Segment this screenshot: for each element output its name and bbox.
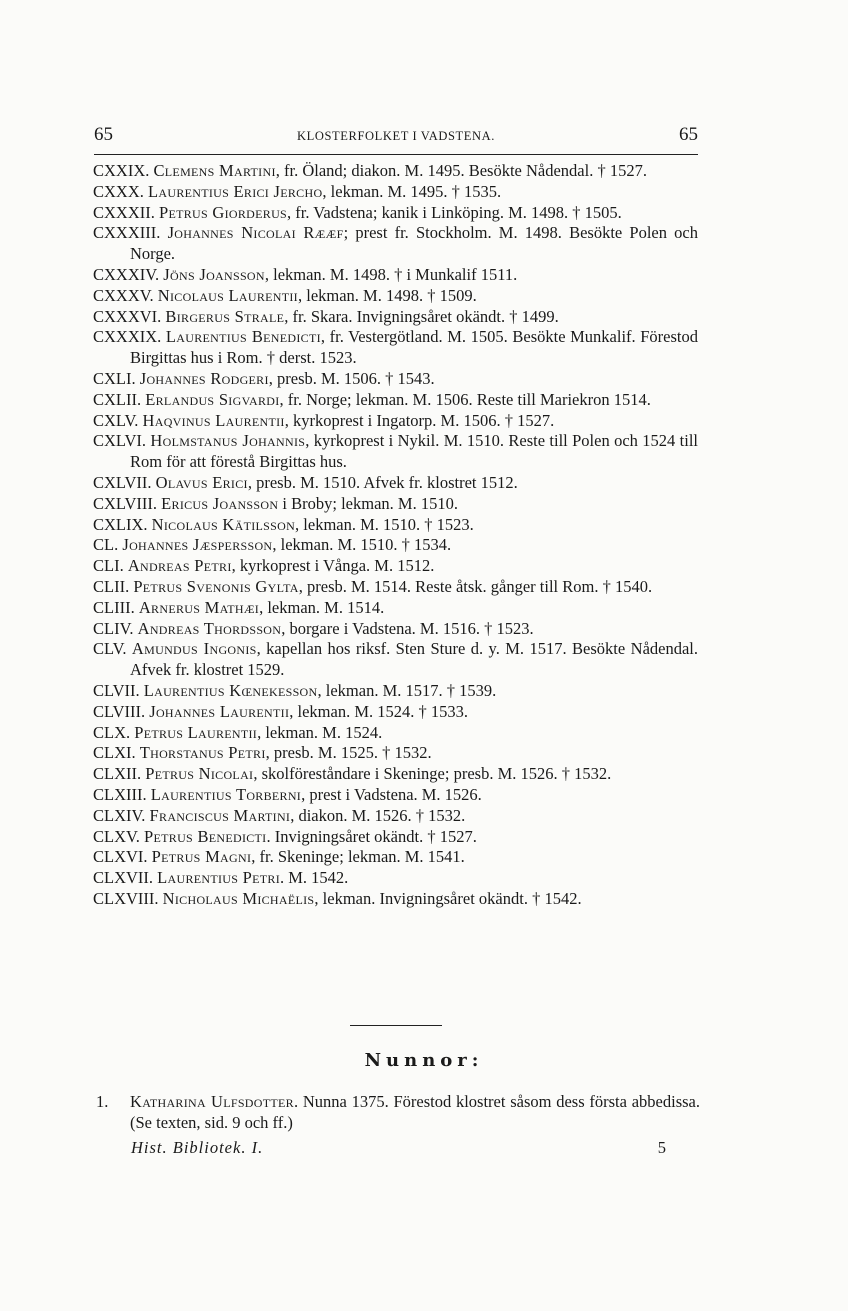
entry-number: CXXXIV. — [93, 264, 160, 284]
list-item — [86, 598, 698, 619]
entry-description: , lekman. Invigningsåret okändt. † 1542. — [314, 888, 582, 908]
entry-number: CXLVI. — [93, 431, 147, 451]
entry-number: CXXXIII. — [93, 223, 161, 243]
entry-text — [130, 1092, 700, 1134]
entry-number: CXXXII. — [93, 202, 155, 222]
entry-name: Franciscus Martini — [149, 805, 291, 825]
entry-name: Laurentius Petri — [157, 868, 280, 888]
entry-name: Laurentius Benedicti — [165, 327, 321, 347]
list-item — [86, 847, 698, 868]
entry-number: CLXVII. — [93, 868, 154, 888]
entry-description: , kyrkoprest i Ingatorp. M. 1506. † 1527. — [284, 410, 555, 430]
entry-name: Petrus Magni — [151, 847, 252, 867]
entry-number: CLXII. — [93, 764, 142, 784]
entry-name: Katharina Ulfsdotter — [130, 1092, 294, 1111]
entry-name: Thorstanus Petri — [139, 743, 266, 763]
list-item — [86, 785, 698, 806]
list-item — [86, 827, 698, 848]
entry-description: . M. 1542. — [280, 868, 349, 888]
entry-description: , lekman. M. 1510. † 1534. — [272, 535, 452, 555]
entry-description: , presb. M. 1510. Afvek fr. klostret 1512. — [247, 472, 518, 492]
entry-description: , kyrkoprest i Vånga. M. 1512. — [231, 556, 435, 576]
list-item — [86, 327, 698, 369]
entry-number: CXLVIII. — [93, 493, 158, 513]
entry-description: , fr. Öland; diakon. M. 1495. Besökte Nådendal. † 1527. — [275, 161, 647, 180]
entry-name: Amundus Ingonis — [131, 639, 257, 659]
entry-name: Johannes Rodgeri — [139, 368, 269, 388]
entry-description: , lekman. M. 1514. — [259, 597, 385, 617]
entry-description: , presb. M. 1514. Reste åtsk. gånger till Rom. † 1540. — [298, 576, 653, 596]
entry-name: Birgerus Strale — [165, 306, 285, 326]
section-divider — [350, 1025, 442, 1026]
entry-number: CXLI. — [93, 368, 136, 388]
sheet-number: 5 — [657, 1138, 666, 1157]
list-item — [86, 307, 698, 328]
entry-name: Johannes Laurentii — [149, 701, 290, 721]
entry-description: , fr. Skara. Invigningsåret okändt. † 1499. — [284, 306, 559, 326]
entry-number: CLII. — [93, 576, 130, 596]
entry-name: Jöns Joansson — [163, 264, 265, 284]
list-item — [86, 161, 698, 182]
entry-number: CLV. — [93, 639, 127, 659]
list-item — [86, 203, 698, 224]
entry-description: , fr. Vadstena; kanik i Linköping. M. 1498. † 1505. — [287, 202, 622, 222]
entry-name: Andreas Thordsson — [137, 618, 282, 638]
entry-number: CLXVIII. — [93, 888, 159, 908]
entry-name: Holmstanus Johannis — [150, 431, 306, 451]
list-item — [86, 390, 698, 411]
list-item — [86, 702, 698, 723]
entry-description: , diakon. M. 1526. † 1532. — [290, 805, 466, 825]
entry-number: CLXIV. — [93, 805, 146, 825]
entry-description: , kyrkoprest i Nykil. M. 1510. Reste till Polen och 1524 till Rom för att förestå Birgittas hus. — [130, 431, 699, 472]
entry-number: CXLIX. — [93, 514, 148, 534]
list-item — [86, 369, 698, 390]
nun-entry — [96, 1092, 700, 1134]
list-item — [86, 494, 698, 515]
entry-name: Laurentius Erici Jercho — [148, 181, 323, 201]
entry-number: CLIV. — [93, 618, 134, 638]
entry-description: , presb. M. 1525. † 1532. — [265, 743, 432, 763]
entry-name: Laurentius Torberni — [150, 784, 302, 804]
entry-description: , lekman. M. 1510. † 1523. — [295, 514, 474, 534]
entry-description: , lekman. M. 1498. † i Munkalif 1511. — [264, 264, 518, 284]
entry-number: CLI. — [93, 556, 124, 576]
entry-number: CLX. — [93, 722, 131, 742]
entry-description: , presb. M. 1506. † 1543. — [268, 368, 435, 388]
entry-number: CL. — [93, 535, 119, 555]
entry-number: CXXXV. — [93, 285, 154, 305]
entry-number: CLIII. — [93, 597, 135, 617]
list-item — [86, 806, 698, 827]
entry-description: , lekman. M. 1495. † 1535. — [322, 181, 502, 201]
entry-name: Petrus Svenonis Gylta — [133, 576, 299, 596]
entry-description: , lekman. M. 1498. † 1509. — [297, 285, 477, 305]
entry-number: CXLII. — [93, 389, 142, 409]
entry-name: Ericus Joansson — [161, 493, 279, 513]
entry-name: Haqvinus Laurentii — [142, 410, 285, 430]
list-item — [86, 286, 698, 307]
entry-name: Olavus Erici — [155, 472, 248, 492]
list-item — [86, 556, 698, 577]
entry-name: Johannes Nicolai Rææf — [167, 223, 344, 243]
entry-description: , fr. Norge; lekman. M. 1506. Reste till Mariekron 1514. — [279, 389, 651, 409]
list-item — [86, 889, 698, 910]
entry-description: , kapellan hos riksf. Sten Sture d. y. M. 1517. Besökte Nådendal. Afvek fr. klostret 1529. — [130, 639, 698, 680]
entry-description: . Nunna 1375. Förestod klostret såsom dess första abbedissa. (Se texten, sid. 9 och ff.) — [130, 1092, 700, 1132]
entry-name: Erlandus Sigvardi — [145, 389, 280, 409]
entry-name: Johannes Jæspersson — [122, 535, 273, 555]
list-item — [86, 535, 698, 556]
entry-number: CLXIII. — [93, 784, 147, 804]
entry-description: , borgare i Vadstena. M. 1516. † 1523. — [281, 618, 534, 638]
list-item — [86, 515, 698, 536]
entry-description: , fr. Skeninge; lekman. M. 1541. — [251, 847, 465, 867]
entry-number: CLXVI. — [93, 847, 148, 867]
section-title: Nunnor: — [364, 1050, 484, 1071]
list-item — [86, 265, 698, 286]
running-header — [94, 124, 698, 150]
list-item — [86, 868, 698, 889]
printer-signature: Hist. Bibliotek. I. — [131, 1138, 264, 1157]
entry-name: Arnerus Mathæi — [138, 597, 260, 617]
entry-number: CXXIX. — [93, 161, 150, 180]
entry-name: Nicholaus Michaëlis — [162, 888, 315, 908]
list-item — [86, 411, 698, 432]
entry-description: , lekman. M. 1517. † 1539. — [317, 680, 497, 700]
list-item — [86, 764, 698, 785]
list-item — [86, 681, 698, 702]
entry-name: Petrus Giorderus — [159, 202, 288, 222]
page-number-left: 65 — [94, 124, 113, 145]
entry-number: CXXXVI. — [93, 306, 162, 326]
entry-description: , skolföreståndare i Skeninge; presb. M. 1526. † 1532. — [253, 764, 612, 784]
list-item — [86, 619, 698, 640]
entry-description: . Invigningsåret okändt. † 1527. — [266, 826, 477, 846]
header-rule — [94, 154, 698, 155]
monk-list — [86, 161, 698, 910]
entry-name: Andreas Petri — [127, 556, 232, 576]
entry-name: Petrus Benedicti — [144, 826, 267, 846]
entry-name: Nicolaus Laurentii — [157, 285, 298, 305]
entry-name: Petrus Nicolai — [145, 764, 254, 784]
entry-description: , prest i Vadstena. M. 1526. — [301, 784, 482, 804]
running-title: KLOSTERFOLKET I VADSTENA. — [297, 129, 495, 143]
list-item — [86, 723, 698, 744]
entry-description: i Broby; lekman. M. 1510. — [278, 493, 458, 513]
entry-name: Laurentius Kœnekesson — [143, 680, 318, 700]
list-item — [86, 577, 698, 598]
list-item — [86, 223, 698, 265]
entry-number: CXLV. — [93, 410, 139, 430]
entry-description: ; prest fr. Stockholm. M. 1498. Besökte Polen och Norge. — [130, 223, 698, 264]
entry-description: , lekman. M. 1524. — [257, 722, 383, 742]
entry-description: , lekman. M. 1524. † 1533. — [289, 701, 468, 721]
entry-number: CXLVII. — [93, 472, 152, 492]
entry-name: Petrus Laurentii — [134, 722, 258, 742]
entry-number: CLVII. — [93, 680, 140, 700]
entry-number: CLXI. — [93, 743, 136, 763]
entry-number: CXXX. — [93, 181, 144, 201]
entry-name: Clemens Martini — [153, 161, 276, 180]
list-item — [86, 431, 698, 473]
list-item — [86, 743, 698, 764]
entry-name: Nicolaus Kätilsson — [151, 514, 296, 534]
entry-number: CLXV. — [93, 826, 140, 846]
list-item — [86, 473, 698, 494]
list-item — [86, 639, 698, 681]
entry-description: , fr. Vestergötland. M. 1505. Besökte Munkalif. Förestod Birgittas hus i Rom. † derst. 1523. — [130, 327, 698, 368]
entry-number: CLVIII. — [93, 701, 146, 721]
entry-number: CXXXIX. — [93, 327, 162, 347]
page-number-right: 65 — [679, 124, 698, 145]
entry-number: 1. — [96, 1092, 109, 1111]
list-item — [86, 182, 698, 203]
